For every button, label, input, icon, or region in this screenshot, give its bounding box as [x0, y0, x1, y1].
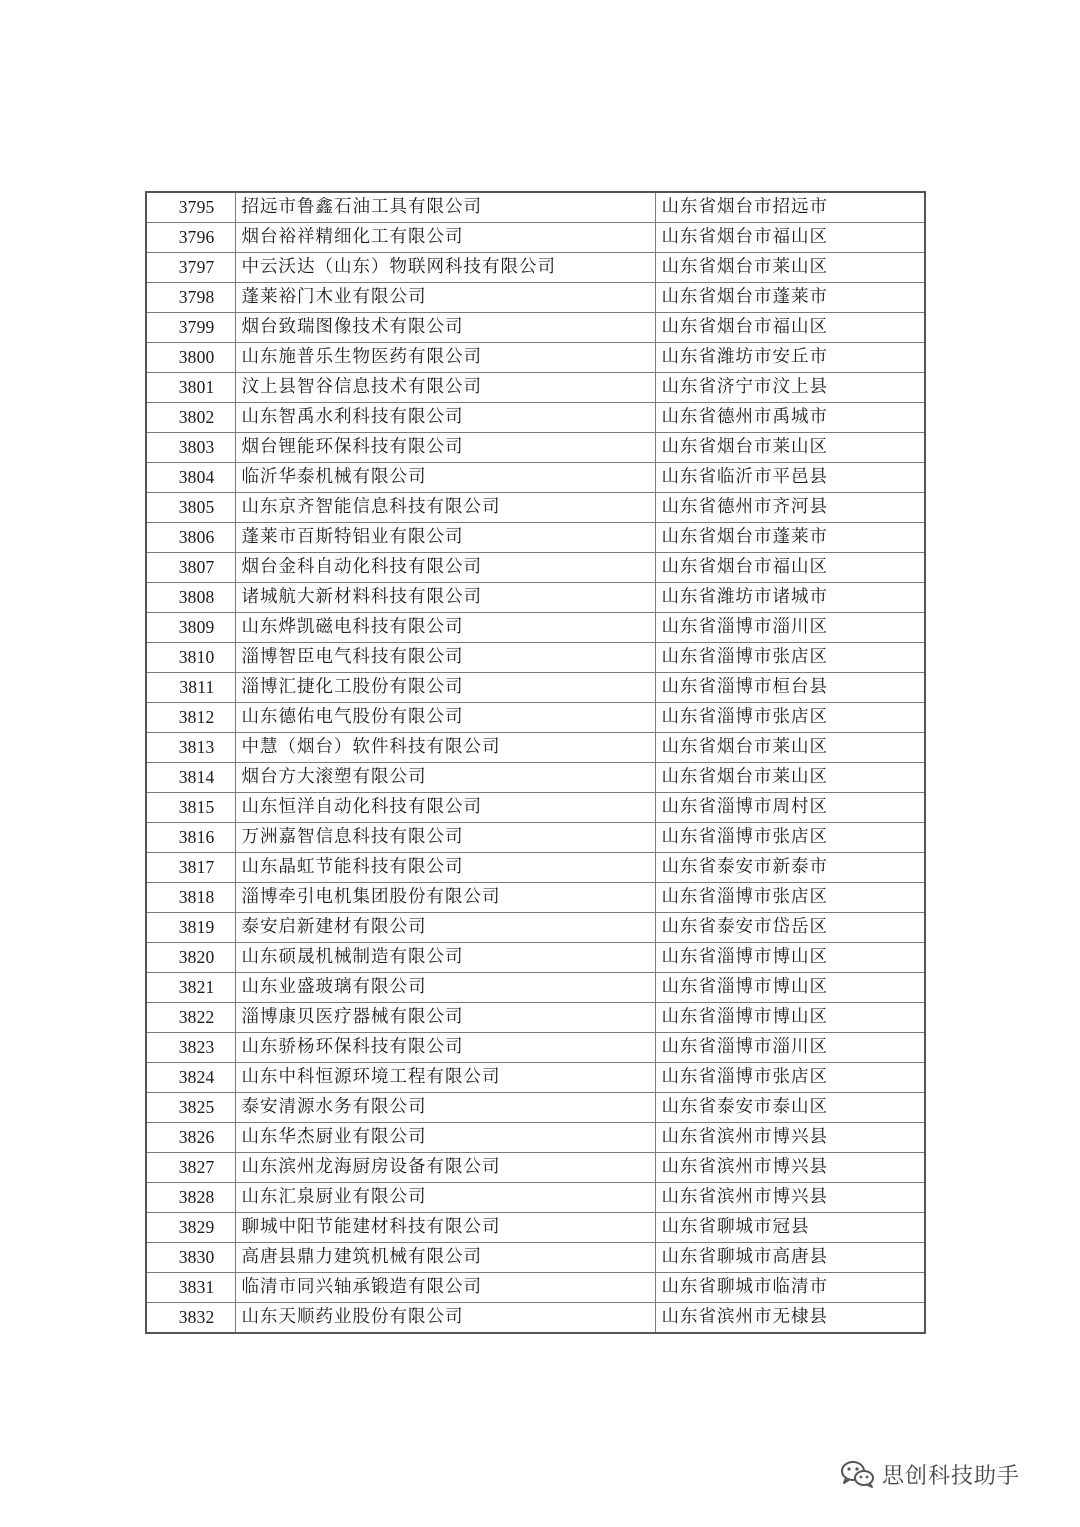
company-name: 泰安启新建材有限公司 [235, 913, 655, 943]
table-row [146, 703, 925, 733]
company-name: 烟台金科自动化科技有限公司 [235, 553, 655, 583]
table-row [146, 1213, 925, 1243]
row-number: 3821 [146, 973, 235, 1003]
company-name: 山东恒洋自动化科技有限公司 [235, 793, 655, 823]
row-number: 3808 [146, 583, 235, 613]
row-number: 3831 [146, 1273, 235, 1303]
table-row [146, 973, 925, 1003]
row-number: 3816 [146, 823, 235, 853]
company-region: 山东省烟台市福山区 [655, 313, 925, 343]
company-name: 聊城中阳节能建材科技有限公司 [235, 1213, 655, 1243]
table-row [146, 613, 925, 643]
watermark [840, 1454, 1020, 1494]
row-number: 3810 [146, 643, 235, 673]
company-name: 烟台致瑞图像技术有限公司 [235, 313, 655, 343]
row-number: 3823 [146, 1033, 235, 1063]
company-region: 山东省济宁市汶上县 [655, 373, 925, 403]
table-row [146, 373, 925, 403]
row-number: 3802 [146, 403, 235, 433]
company-region: 山东省淄博市张店区 [655, 643, 925, 673]
company-name: 山东天顺药业股份有限公司 [235, 1303, 655, 1334]
company-region: 山东省潍坊市诸城市 [655, 583, 925, 613]
company-region: 山东省淄博市博山区 [655, 973, 925, 1003]
table-row [146, 403, 925, 433]
company-name: 泰安清源水务有限公司 [235, 1093, 655, 1123]
company-region: 山东省烟台市莱山区 [655, 253, 925, 283]
company-name: 淄博康贝医疗器械有限公司 [235, 1003, 655, 1033]
company-region: 山东省淄博市淄川区 [655, 1033, 925, 1063]
company-name: 烟台方大滚塑有限公司 [235, 763, 655, 793]
row-number: 3819 [146, 913, 235, 943]
company-region: 山东省烟台市蓬莱市 [655, 283, 925, 313]
table-row [146, 283, 925, 313]
company-region: 山东省德州市禹城市 [655, 403, 925, 433]
company-name: 山东德佑电气股份有限公司 [235, 703, 655, 733]
company-region: 山东省烟台市莱山区 [655, 433, 925, 463]
company-name: 山东京齐智能信息科技有限公司 [235, 493, 655, 523]
company-region: 山东省泰安市新泰市 [655, 853, 925, 883]
company-region: 山东省泰安市泰山区 [655, 1093, 925, 1123]
company-name: 山东硕晟机械制造有限公司 [235, 943, 655, 973]
row-number: 3807 [146, 553, 235, 583]
row-number: 3799 [146, 313, 235, 343]
company-name: 临沂华泰机械有限公司 [235, 463, 655, 493]
company-name: 烟台锂能环保科技有限公司 [235, 433, 655, 463]
company-name: 山东烨凯磁电科技有限公司 [235, 613, 655, 643]
company-region: 山东省淄博市张店区 [655, 703, 925, 733]
row-number: 3817 [146, 853, 235, 883]
company-name: 山东滨州龙海厨房设备有限公司 [235, 1153, 655, 1183]
company-region: 山东省临沂市平邑县 [655, 463, 925, 493]
row-number: 3796 [146, 223, 235, 253]
row-number: 3801 [146, 373, 235, 403]
row-number: 3813 [146, 733, 235, 763]
company-region: 山东省泰安市岱岳区 [655, 913, 925, 943]
company-name: 蓬莱市百斯特铝业有限公司 [235, 523, 655, 553]
company-name: 淄博牵引电机集团股份有限公司 [235, 883, 655, 913]
table-row [146, 1243, 925, 1273]
table-row [146, 343, 925, 373]
row-number: 3811 [146, 673, 235, 703]
company-region: 山东省淄博市张店区 [655, 823, 925, 853]
company-region: 山东省烟台市蓬莱市 [655, 523, 925, 553]
table-row [146, 913, 925, 943]
table-row [146, 253, 925, 283]
row-number: 3827 [146, 1153, 235, 1183]
company-region: 山东省烟台市福山区 [655, 223, 925, 253]
company-name: 山东华杰厨业有限公司 [235, 1123, 655, 1153]
table-row [146, 1153, 925, 1183]
company-region: 山东省潍坊市安丘市 [655, 343, 925, 373]
company-region: 山东省淄博市淄川区 [655, 613, 925, 643]
table-row [146, 1003, 925, 1033]
table-row [146, 853, 925, 883]
row-number: 3803 [146, 433, 235, 463]
company-name: 山东晶虹节能科技有限公司 [235, 853, 655, 883]
row-number: 3804 [146, 463, 235, 493]
company-region: 山东省淄博市张店区 [655, 883, 925, 913]
table-row [146, 1093, 925, 1123]
company-region: 山东省德州市齐河县 [655, 493, 925, 523]
row-number: 3832 [146, 1303, 235, 1334]
row-number: 3805 [146, 493, 235, 523]
row-number: 3820 [146, 943, 235, 973]
table-row [146, 463, 925, 493]
row-number: 3830 [146, 1243, 235, 1273]
row-number: 3800 [146, 343, 235, 373]
company-region: 山东省滨州市博兴县 [655, 1153, 925, 1183]
table-row [146, 192, 925, 223]
company-name: 临清市同兴轴承锻造有限公司 [235, 1273, 655, 1303]
table-row [146, 1183, 925, 1213]
table-row [146, 553, 925, 583]
company-name: 中慧（烟台）软件科技有限公司 [235, 733, 655, 763]
table-row [146, 1303, 925, 1334]
row-number: 3814 [146, 763, 235, 793]
row-number: 3812 [146, 703, 235, 733]
table-row [146, 1273, 925, 1303]
company-region: 山东省聊城市高唐县 [655, 1243, 925, 1273]
company-region: 山东省淄博市博山区 [655, 1003, 925, 1033]
company-name: 中云沃达（山东）物联网科技有限公司 [235, 253, 655, 283]
company-name: 山东业盛玻璃有限公司 [235, 973, 655, 1003]
table-row [146, 223, 925, 253]
row-number: 3818 [146, 883, 235, 913]
company-name: 山东智禹水利科技有限公司 [235, 403, 655, 433]
company-region: 山东省烟台市莱山区 [655, 763, 925, 793]
company-name: 蓬莱裕门木业有限公司 [235, 283, 655, 313]
row-number: 3806 [146, 523, 235, 553]
company-name: 诸城航大新材料科技有限公司 [235, 583, 655, 613]
company-name: 山东汇泉厨业有限公司 [235, 1183, 655, 1213]
table-row [146, 733, 925, 763]
company-region: 山东省淄博市桓台县 [655, 673, 925, 703]
company-region: 山东省烟台市莱山区 [655, 733, 925, 763]
table-row [146, 433, 925, 463]
row-number: 3825 [146, 1093, 235, 1123]
table-row [146, 673, 925, 703]
table-row [146, 1033, 925, 1063]
table-row [146, 823, 925, 853]
row-number: 3826 [146, 1123, 235, 1153]
company-region: 山东省滨州市博兴县 [655, 1183, 925, 1213]
company-name: 万洲嘉智信息科技有限公司 [235, 823, 655, 853]
table-row [146, 643, 925, 673]
row-number: 3828 [146, 1183, 235, 1213]
company-table [145, 191, 926, 1334]
row-number: 3829 [146, 1213, 235, 1243]
company-region: 山东省烟台市招远市 [655, 192, 925, 223]
table-row [146, 793, 925, 823]
row-number: 3809 [146, 613, 235, 643]
company-region: 山东省聊城市临清市 [655, 1273, 925, 1303]
table-row [146, 763, 925, 793]
company-name: 淄博汇捷化工股份有限公司 [235, 673, 655, 703]
company-name: 山东中科恒源环境工程有限公司 [235, 1063, 655, 1093]
row-number: 3822 [146, 1003, 235, 1033]
table-row [146, 493, 925, 523]
company-region: 山东省滨州市博兴县 [655, 1123, 925, 1153]
wechat-icon [840, 1459, 876, 1489]
company-region: 山东省淄博市张店区 [655, 1063, 925, 1093]
table-row [146, 943, 925, 973]
row-number: 3798 [146, 283, 235, 313]
row-number: 3795 [146, 192, 235, 223]
row-number: 3824 [146, 1063, 235, 1093]
company-name: 汶上县智谷信息技术有限公司 [235, 373, 655, 403]
company-name: 山东骄杨环保科技有限公司 [235, 1033, 655, 1063]
company-name: 烟台裕祥精细化工有限公司 [235, 223, 655, 253]
table-row [146, 1123, 925, 1153]
table-row [146, 313, 925, 343]
row-number: 3815 [146, 793, 235, 823]
company-name: 山东施普乐生物医药有限公司 [235, 343, 655, 373]
watermark-text: 思创科技助手 [882, 1463, 1021, 1489]
company-region: 山东省淄博市博山区 [655, 943, 925, 973]
company-region: 山东省烟台市福山区 [655, 553, 925, 583]
table-row [146, 583, 925, 613]
company-region: 山东省聊城市冠县 [655, 1213, 925, 1243]
company-region: 山东省淄博市周村区 [655, 793, 925, 823]
company-table-body [146, 192, 925, 1333]
company-name: 招远市鲁鑫石油工具有限公司 [235, 192, 655, 223]
company-region: 山东省滨州市无棣县 [655, 1303, 925, 1334]
company-name: 高唐县鼎力建筑机械有限公司 [235, 1243, 655, 1273]
row-number: 3797 [146, 253, 235, 283]
table-row [146, 523, 925, 553]
table-row [146, 1063, 925, 1093]
table-row [146, 883, 925, 913]
company-name: 淄博智臣电气科技有限公司 [235, 643, 655, 673]
